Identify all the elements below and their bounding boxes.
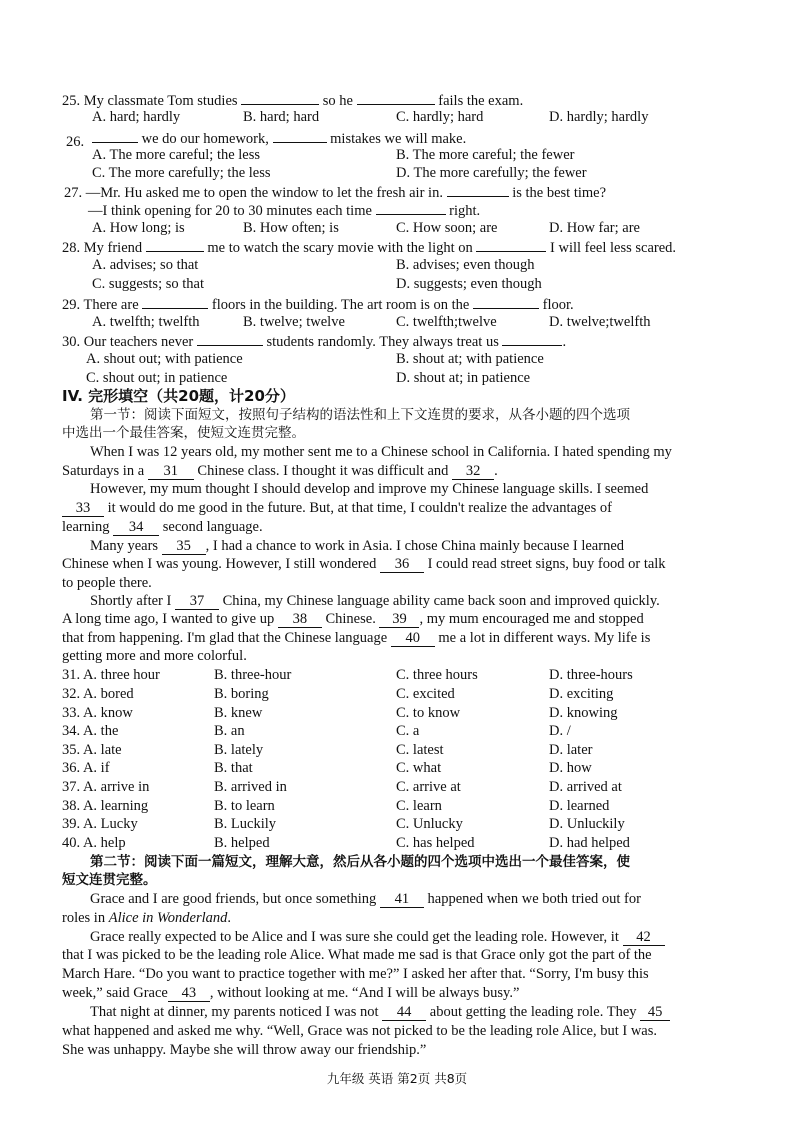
passage-line: She was unhappy. Maybe she will throw away our friendship.” — [62, 1042, 427, 1058]
option: A. twelfth; twelfth — [92, 314, 200, 330]
option: 40. A. help — [62, 835, 126, 851]
option: C. excited — [396, 686, 455, 702]
instruction: 中选出一个最佳答案，使短文连贯完整。 — [62, 425, 305, 441]
option: D. shout at; in patience — [396, 370, 531, 386]
passage-line: A long time ago, I wanted to give up 38 Chinese. 39 , my mum encouraged me and stopped — [62, 611, 644, 627]
option: B. Luckily — [214, 816, 277, 832]
blank-34[interactable]: 34 — [113, 520, 159, 536]
option: C. The more carefully; the less — [92, 165, 271, 181]
option: C. Unlucky — [396, 816, 463, 832]
passage-line: When I was 12 years old, my mother sent me to a Chinese school in California. I hated spending my — [90, 444, 672, 460]
option: 32. A. bored — [62, 686, 134, 702]
option: 36. A. if — [62, 760, 110, 776]
option: 38. A. learning — [62, 798, 149, 814]
blank-42[interactable]: 42 — [623, 930, 665, 946]
option: B. The more careful; the fewer — [396, 147, 575, 163]
passage-line: March Hare. “Do you want to practice together with me?” I asked her after that. “Sorry, I'm busy this — [62, 966, 649, 982]
blank-41[interactable]: 41 — [380, 892, 424, 908]
option: B. three-hour — [214, 667, 292, 683]
section-title: IV. 完形填空（共20题，计20分） — [62, 387, 295, 405]
answer-blank[interactable] — [241, 90, 319, 105]
option: C. twelfth;twelve — [396, 314, 497, 330]
option: B. an — [214, 723, 245, 739]
blank-37[interactable]: 37 — [175, 594, 219, 610]
option: D. / — [549, 723, 571, 739]
option: D. knowing — [549, 705, 618, 721]
option: 31. A. three hour — [62, 667, 160, 683]
option: D. three-hours — [549, 667, 633, 683]
question-25-stem: 25. My classmate Tom studies so he fails the exam. — [62, 90, 523, 110]
answer-blank[interactable] — [357, 90, 435, 105]
instruction: 第一节：阅读下面短文，按照句子结构的语法性和上下文连贯的要求，从各小题的四个选项 — [90, 407, 630, 423]
answer-blank[interactable] — [447, 182, 509, 197]
answer-blank[interactable] — [273, 128, 327, 143]
question-26-stem: we do our homework, mistakes we will make. — [92, 128, 466, 148]
option: D. learned — [549, 798, 610, 814]
blank-44[interactable]: 44 — [382, 1005, 426, 1021]
option: C. three hours — [396, 667, 478, 683]
answer-blank[interactable] — [473, 294, 539, 309]
option: B. that — [214, 760, 253, 776]
option: C. what — [396, 760, 442, 776]
passage-line: that from happening. I'm glad that the Chinese language 40 me a lot in different ways. My life is — [62, 630, 651, 646]
option: B. to learn — [214, 798, 275, 814]
page-footer: 九年级 英语 第2页 共8页 — [326, 1071, 468, 1086]
option: B. helped — [214, 835, 270, 851]
option: 33. A. know — [62, 705, 133, 721]
book-title: Alice in Wonderland — [108, 910, 228, 926]
answer-blank[interactable] — [197, 331, 263, 346]
blank-45[interactable]: 45 — [640, 1005, 670, 1021]
option: A. hard; hardly — [92, 109, 181, 125]
answer-blank[interactable] — [376, 200, 446, 215]
option: C. How soon; are — [396, 220, 498, 236]
passage-line: that I was picked to be the leading role Alice. What made me sad is that Grace only got the part of the — [62, 947, 652, 963]
option: D. The more carefully; the fewer — [396, 165, 587, 181]
option: B. twelve; twelve — [243, 314, 345, 330]
option: D. How far; are — [549, 220, 640, 236]
option: C. a — [396, 723, 420, 739]
option: D. had helped — [549, 835, 630, 851]
question-30-stem: 30. Our teachers never students randomly. They always treat us . — [62, 331, 566, 351]
passage-line: Shortly after I 37 China, my Chinese language ability came back soon and improved quickly. — [90, 593, 660, 609]
option: C. latest — [396, 742, 444, 758]
option: D. exciting — [549, 686, 614, 702]
option: 35. A. late — [62, 742, 122, 758]
option: A. advises; so that — [92, 257, 199, 273]
option: C. learn — [396, 798, 442, 814]
question-27-line2: —I think opening for 20 to 30 minutes each time right. — [88, 200, 480, 220]
passage-line: roles in Alice in Wonderland. — [62, 910, 232, 926]
option: B. advises; even though — [396, 257, 535, 273]
answer-blank[interactable] — [92, 128, 138, 143]
answer-blank[interactable] — [502, 331, 562, 346]
passage-line: Saturdays in a 31 Chinese class. I thought it was difficult and 32 . — [62, 463, 498, 479]
passage-line: week,” said Grace 43 , without looking at me. “And I will be always busy.” — [62, 985, 520, 1001]
passage-line: Many years 35 , I had a chance to work in Asia. I chose China mainly because I learned — [90, 538, 625, 554]
blank-31[interactable]: 31 — [148, 464, 194, 480]
blank-33[interactable]: 33 — [62, 501, 104, 517]
option: A. The more careful; the less — [92, 147, 261, 163]
option: B. arrived in — [214, 779, 287, 795]
option: C. arrive at — [396, 779, 461, 795]
passage-line: to people there. — [62, 575, 152, 591]
passage-line: 33 it would do me good in the future. But, at that time, I couldn't realize the advantages of — [62, 499, 612, 517]
passage-line: getting more and more colorful. — [62, 648, 247, 664]
option: D. arrived at — [549, 779, 622, 795]
option: B. hard; hard — [243, 109, 320, 125]
option: C. shout out; in patience — [86, 370, 228, 386]
passage-line: Chinese when I was young. However, I still wondered 36 I could read street signs, buy food or talk — [62, 556, 666, 572]
answer-blank[interactable] — [146, 237, 204, 252]
passage-line: Grace really expected to be Alice and I was sure she could get the leading role. However, it 42 — [90, 928, 665, 946]
answer-blank[interactable] — [142, 294, 208, 309]
option: C. has helped — [396, 835, 475, 851]
option: A. shout out; with patience — [86, 351, 243, 367]
option: D. how — [549, 760, 592, 776]
option: 39. A. Lucky — [62, 816, 138, 832]
option: D. hardly; hardly — [549, 109, 649, 125]
question-28-stem: 28. My friend me to watch the scary movie with the light on I will feel less scared. — [62, 237, 676, 257]
option: C. suggests; so that — [92, 276, 204, 292]
option: D. suggests; even though — [396, 276, 542, 292]
option: A. How long; is — [92, 220, 185, 236]
option: D. Unluckily — [549, 816, 625, 832]
blank-40[interactable]: 40 — [391, 631, 435, 647]
option: B. lately — [214, 742, 264, 758]
option: B. knew — [214, 705, 263, 721]
question-29-stem: 29. There are floors in the building. The art room is on the floor. — [62, 294, 574, 314]
passage-line: However, my mum thought I should develop and improve my Chinese language skills. I seemed — [90, 481, 649, 497]
option: 37. A. arrive in — [62, 779, 150, 795]
passage-line: That night at dinner, my parents noticed I was not 44 about getting the leading role. They 45 — [90, 1003, 670, 1021]
option: B. boring — [214, 686, 269, 702]
answer-blank[interactable] — [476, 237, 546, 252]
option: C. hardly; hard — [396, 109, 484, 125]
passage-line: Grace and I are good friends, but once something 41 happened when we both tried out for — [90, 891, 641, 907]
option: D. twelve;twelfth — [549, 314, 651, 330]
question-number: 26. — [66, 134, 85, 150]
blank-39[interactable]: 39 — [379, 612, 419, 628]
blank-36[interactable]: 36 — [380, 557, 424, 573]
question-27-stem: 27. —Mr. Hu asked me to open the window to let the fresh air in. is the best time? — [64, 182, 606, 202]
passage-line: learning 34 second language. — [62, 519, 263, 535]
blank-38[interactable]: 38 — [278, 612, 322, 628]
instruction: 短文连贯完整。 — [62, 872, 157, 888]
option: C. to know — [396, 705, 461, 721]
instruction: 第二节：阅读下面一篇短文，理解大意，然后从各小题的四个选项中选出一个最佳答案，使 — [90, 854, 630, 870]
blank-35[interactable]: 35 — [162, 539, 206, 555]
passage-line: what happened and asked me why. “Well, Grace was not picked to be the leading role Alice, but I was. — [62, 1023, 658, 1039]
option: 34. A. the — [62, 723, 119, 739]
blank-32[interactable]: 32 — [452, 464, 494, 480]
option: D. later — [549, 742, 593, 758]
option: B. shout at; with patience — [396, 351, 544, 367]
blank-43[interactable]: 43 — [168, 986, 210, 1002]
option: B. How often; is — [243, 220, 339, 236]
